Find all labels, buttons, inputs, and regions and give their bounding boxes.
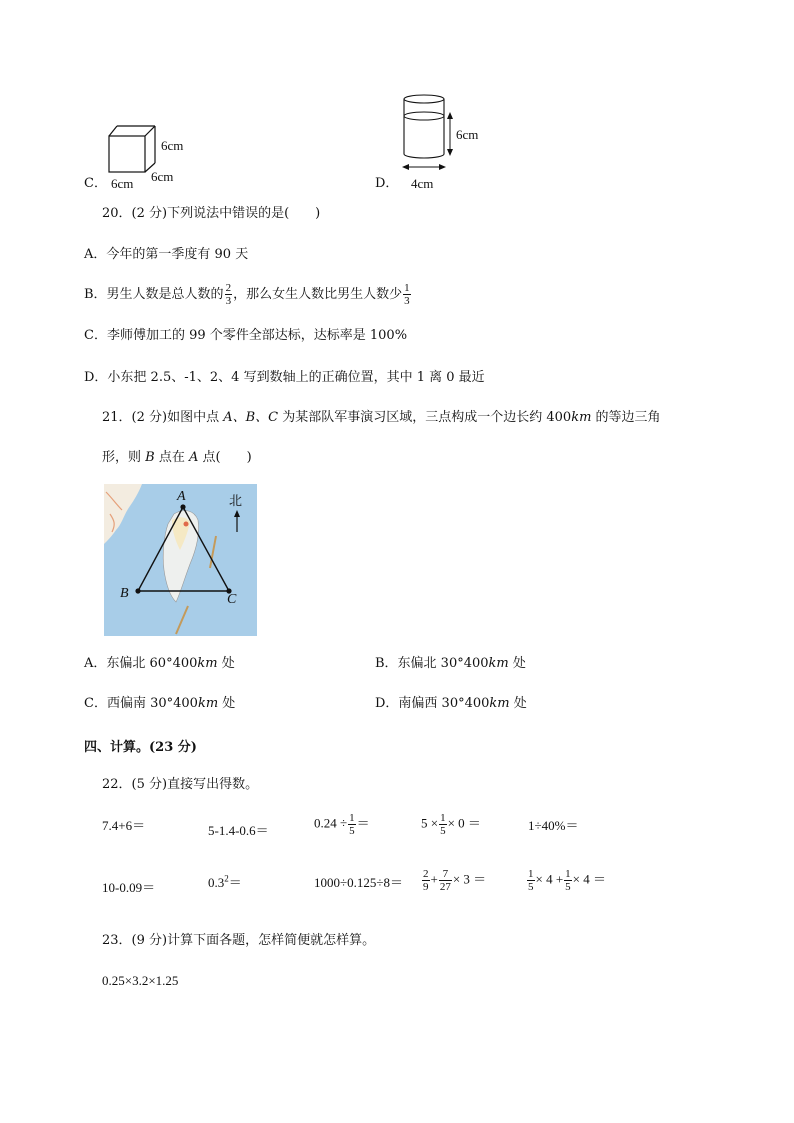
option-d-label: D． (375, 176, 399, 191)
map-label-c: C (227, 592, 237, 607)
q21-option-a: A．东偏北 60°400km 处 (84, 656, 235, 671)
cylinder-figure (395, 92, 495, 187)
q22-expr-6: 10-0.09＝ (102, 880, 156, 895)
cylinder-height-label: 6cm (456, 127, 479, 142)
cube-width-label: 6cm (111, 176, 134, 191)
option-c-label: C． (84, 176, 107, 191)
fraction: $\frac{1}{5}$ (440, 812, 446, 837)
q22-expr-1: 7.4+6＝ (102, 818, 146, 833)
q21-option-b: B．东偏北 30°400km 处 (375, 656, 526, 671)
point-b (135, 588, 140, 593)
q21-map (104, 484, 257, 636)
q21-stem-line2: 形，则 B 点在 A 点( ) (102, 450, 252, 465)
point-a (180, 504, 185, 509)
q22-expr-4: 5 × $\frac{1}{5}$ × 0 ＝ (421, 812, 481, 837)
q21-option-c: C．西偏南 30°400km 处 (84, 696, 236, 711)
q23-stem: 23．(9 分)计算下面各题，怎样简便就怎样算。 (102, 933, 376, 948)
q20-option-d: D．小东把 2.5、-1、2、4 写到数轴上的正确位置，其中 1 离 0 最近 (84, 370, 485, 385)
q22-stem: 22．(5 分)直接写出得数。 (102, 777, 259, 792)
cube-depth-label: 6cm (151, 169, 174, 184)
q21-stem-line1: 21．(2 分)如图中点 A、B、C 为某部队军事演习区域，三点构成一个边长约 400km 的等边三角 (102, 410, 661, 425)
fraction: $\frac{1}{5}$ (349, 812, 355, 837)
q22-expr-7: $0.3^2=$ (208, 873, 242, 890)
q22-expr-5: 1÷40%＝ (528, 818, 579, 833)
q20-option-b (84, 282, 412, 307)
q22-expr-10: $\frac{1}{5}$ × 4 + $\frac{1}{5}$ × 4 ＝ (528, 868, 607, 893)
map-label-b: B (120, 586, 129, 601)
q19-figure-d (395, 92, 495, 187)
cube-height-label: 6cm (161, 138, 184, 153)
q23-expr-1: 0.25×3.2×1.25 (102, 973, 179, 988)
q20-option-b-text-2: ，那么女生人数比男生人数少 (233, 287, 403, 302)
cylinder-diameter-label: 4cm (411, 176, 434, 191)
fraction: $\frac{2}{3}$ (225, 282, 232, 307)
q21-option-d: D．南偏西 30°400km 处 (375, 696, 527, 711)
fraction: $\frac{1}{5}$ (565, 868, 571, 893)
fraction: $\frac{1}{3}$ (404, 282, 410, 307)
q22-expr-8: 1000÷0.125÷8＝ (314, 875, 404, 890)
q20-stem: 20．(2 分)下列说法中错误的是( ) (102, 206, 321, 221)
map-label-north: 北 (229, 494, 243, 509)
section-heading: 四、计算。(23 分) (84, 740, 197, 755)
q22-expr-2: 5-1.4-0.6＝ (208, 823, 269, 838)
map-label-a: A (177, 489, 186, 504)
q20-option-c: C．李师傅加工的 99 个零件全部达标，达标率是 100% (84, 328, 408, 343)
q22-expr-3: 0.24 ÷ $\frac{1}{5}$ ＝ (314, 812, 370, 837)
q20-option-b-text-1: B．男生人数是总人数的 (84, 287, 224, 302)
fraction: $\frac{7}{27}$ (439, 868, 451, 893)
q20-option-a: A．今年的第一季度有 90 天 (84, 247, 249, 262)
fraction: $\frac{2}{9}$ (423, 868, 429, 893)
fraction: $\frac{1}{5}$ (528, 868, 534, 893)
q22-expr-9: $\frac{2}{9}$ + $\frac{7}{27}$ × 3 ＝ (423, 868, 487, 893)
